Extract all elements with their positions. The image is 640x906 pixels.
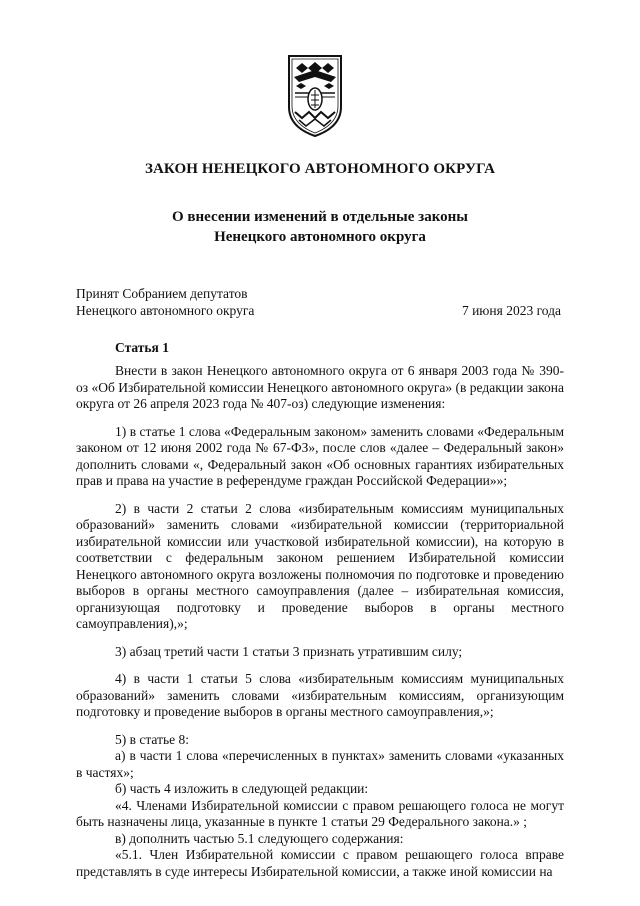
adoption-info (76, 285, 254, 319)
paragraph: 5) в статье 8: (115, 731, 189, 747)
paragraph: в) дополнить частью 5.1 следующего содержания: (115, 830, 404, 846)
subtitle-line-2: Ненецкого автономного округа (214, 229, 426, 245)
subtitle-line-1: О внесении изменений в отдельные законы (172, 209, 468, 225)
paragraph: 3) абзац третий части 1 статьи 3 признать утратившим силу; (115, 643, 463, 659)
paragraph: 1) в статье 1 слова «Федеральным законом» заменить словами «Федеральным законом от 12 июня 2002 года № 67-ФЗ», после слов «далее – Федеральный закон» дополнить словами «, Федеральный закон «Об основных гарантиях избирательных прав и права на участие в референдуме граждан Российской Федерации»»; (76, 423, 564, 488)
adoption-date: 7 июня 2023 года (461, 303, 561, 318)
paragraph: «4. Членами Избирательной комиссии с правом решающего голоса не могут быть назначены лица, указанные в пункте 1 статьи 29 Федерального закона.» ; (76, 797, 564, 829)
article-body (76, 363, 564, 880)
adopted-by-line-2: Ненецкого автономного округа (76, 303, 255, 318)
coat-of-arms-emblem (286, 53, 344, 139)
paragraph: Внести в закон Ненецкого автономного округа от 6 января 2003 года № 390-оз «Об Избирательной комиссии Ненецкого автономного округа» (в редакции закона округа от 26 апреля 2023 года № 407-оз) следующие изменения: (76, 363, 564, 411)
document-title: ЗАКОН НЕНЕЦКОГО АВТОНОМНОГО ОКРУГА (144, 161, 496, 177)
paragraph: 2) в части 2 статьи 2 слова «избирательным комиссиям муниципальных образований» заменить словами «избирательной комиссии (территориальной избирательной комиссии или участковой избирательной комиссии), на которую в соответствии с федеральным законом решением Избирательной комиссии Ненецкого автономного округа возложены полномочия по подготовке и проведению выборов в органы местного самоуправления (далее – избирательная комиссия, организующая подготовку и проведение выборов в органы местного самоуправления),»; (76, 500, 564, 631)
adopted-by-line-1: Принят Собранием депутатов (76, 286, 248, 301)
article-heading: Статья 1 (115, 340, 169, 355)
paragraph: б) часть 4 изложить в следующей редакции: (115, 781, 369, 796)
paragraph: «5.1. Член Избирательной комиссии с правом решающего голоса вправе представлять в суде интересы Избирательной комиссии, а также иной комиссии на (76, 847, 564, 879)
paragraph: 4) в части 1 статьи 5 слова «избирательным комиссиям муниципальных образований» заменить словами «избирательным комиссиям, организующим подготовку и проведение выборов в органы местного самоуправления,»; (76, 671, 564, 719)
paragraph: а) в части 1 слова «перечисленных в пунктах» заменить словами «указанных в частях»; (76, 748, 564, 780)
document-subtitle (0, 207, 640, 247)
